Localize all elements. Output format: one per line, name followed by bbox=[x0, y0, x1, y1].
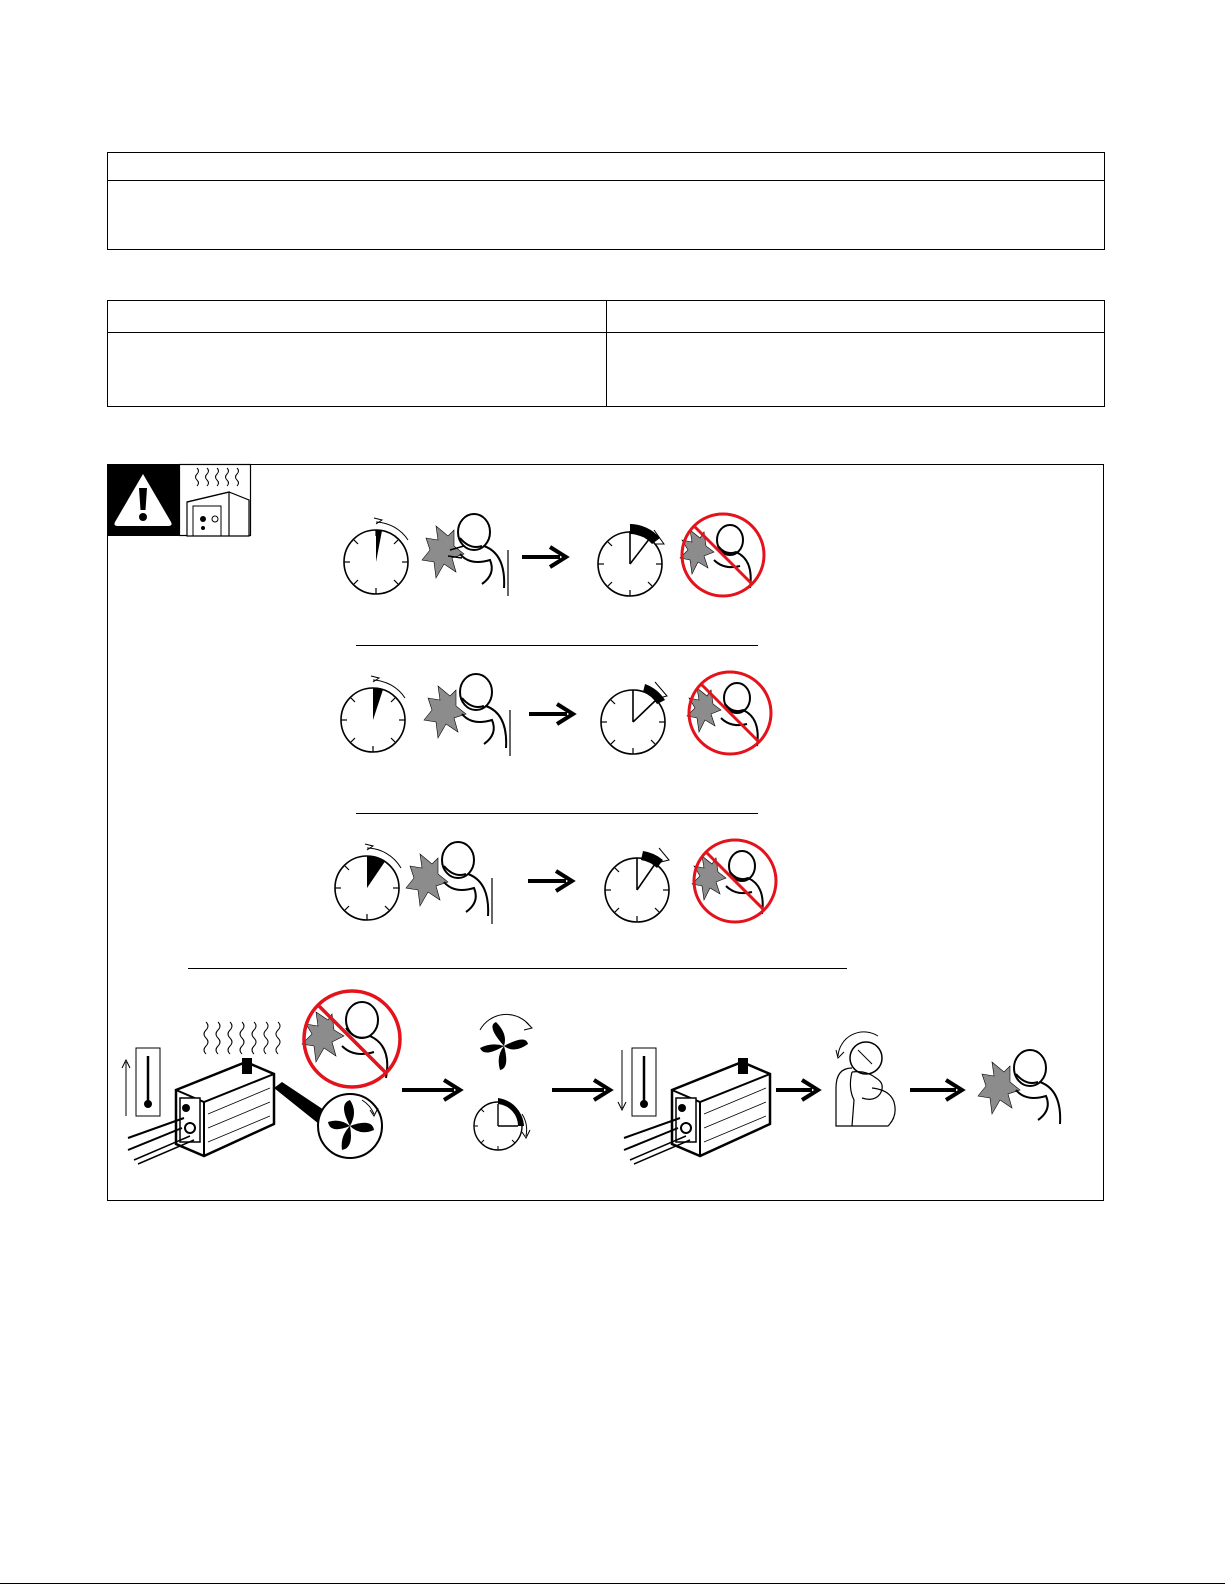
arrow-right-icon bbox=[774, 1076, 824, 1104]
arrow-right-icon bbox=[526, 867, 578, 895]
no-welding-icon bbox=[300, 988, 406, 1090]
rest-clock-icon bbox=[593, 666, 673, 758]
no-welding-icon bbox=[685, 668, 775, 758]
cooling-clock-icon bbox=[466, 1090, 538, 1154]
no-welding-icon bbox=[678, 510, 768, 600]
spec-table bbox=[107, 152, 1105, 250]
fan-icon bbox=[270, 1078, 386, 1166]
cool-welding-machine-icon bbox=[622, 1050, 772, 1164]
arrow-right-icon bbox=[550, 1076, 616, 1104]
arrow-right-icon bbox=[520, 543, 572, 571]
fan-running-icon bbox=[474, 1010, 538, 1074]
welder-icon bbox=[422, 670, 514, 758]
row-separator bbox=[188, 968, 847, 969]
spec-table-divider bbox=[107, 180, 1105, 181]
timer-clock-icon bbox=[333, 668, 413, 758]
rest-clock-icon bbox=[597, 834, 677, 926]
welder-icon bbox=[404, 838, 496, 926]
overheated-unit-icon bbox=[179, 464, 251, 536]
row-separator bbox=[356, 645, 758, 646]
welder-icon bbox=[976, 1046, 1068, 1134]
arrow-right-icon bbox=[908, 1076, 968, 1104]
rating-table-column-divider bbox=[606, 300, 607, 407]
adjust-knob-hand-icon bbox=[832, 1028, 902, 1128]
warning-triangle-icon bbox=[107, 464, 179, 536]
welder-icon bbox=[420, 510, 512, 598]
rest-clock-icon bbox=[590, 508, 670, 600]
row-separator bbox=[356, 813, 758, 814]
timer-clock-icon bbox=[327, 836, 407, 926]
page-bottom-rule bbox=[0, 1583, 1225, 1584]
arrow-right-icon bbox=[527, 700, 579, 728]
timer-clock-icon bbox=[336, 510, 416, 600]
hot-welding-machine-icon bbox=[124, 1018, 294, 1164]
arrow-right-icon bbox=[400, 1076, 466, 1104]
no-welding-icon bbox=[690, 836, 780, 926]
